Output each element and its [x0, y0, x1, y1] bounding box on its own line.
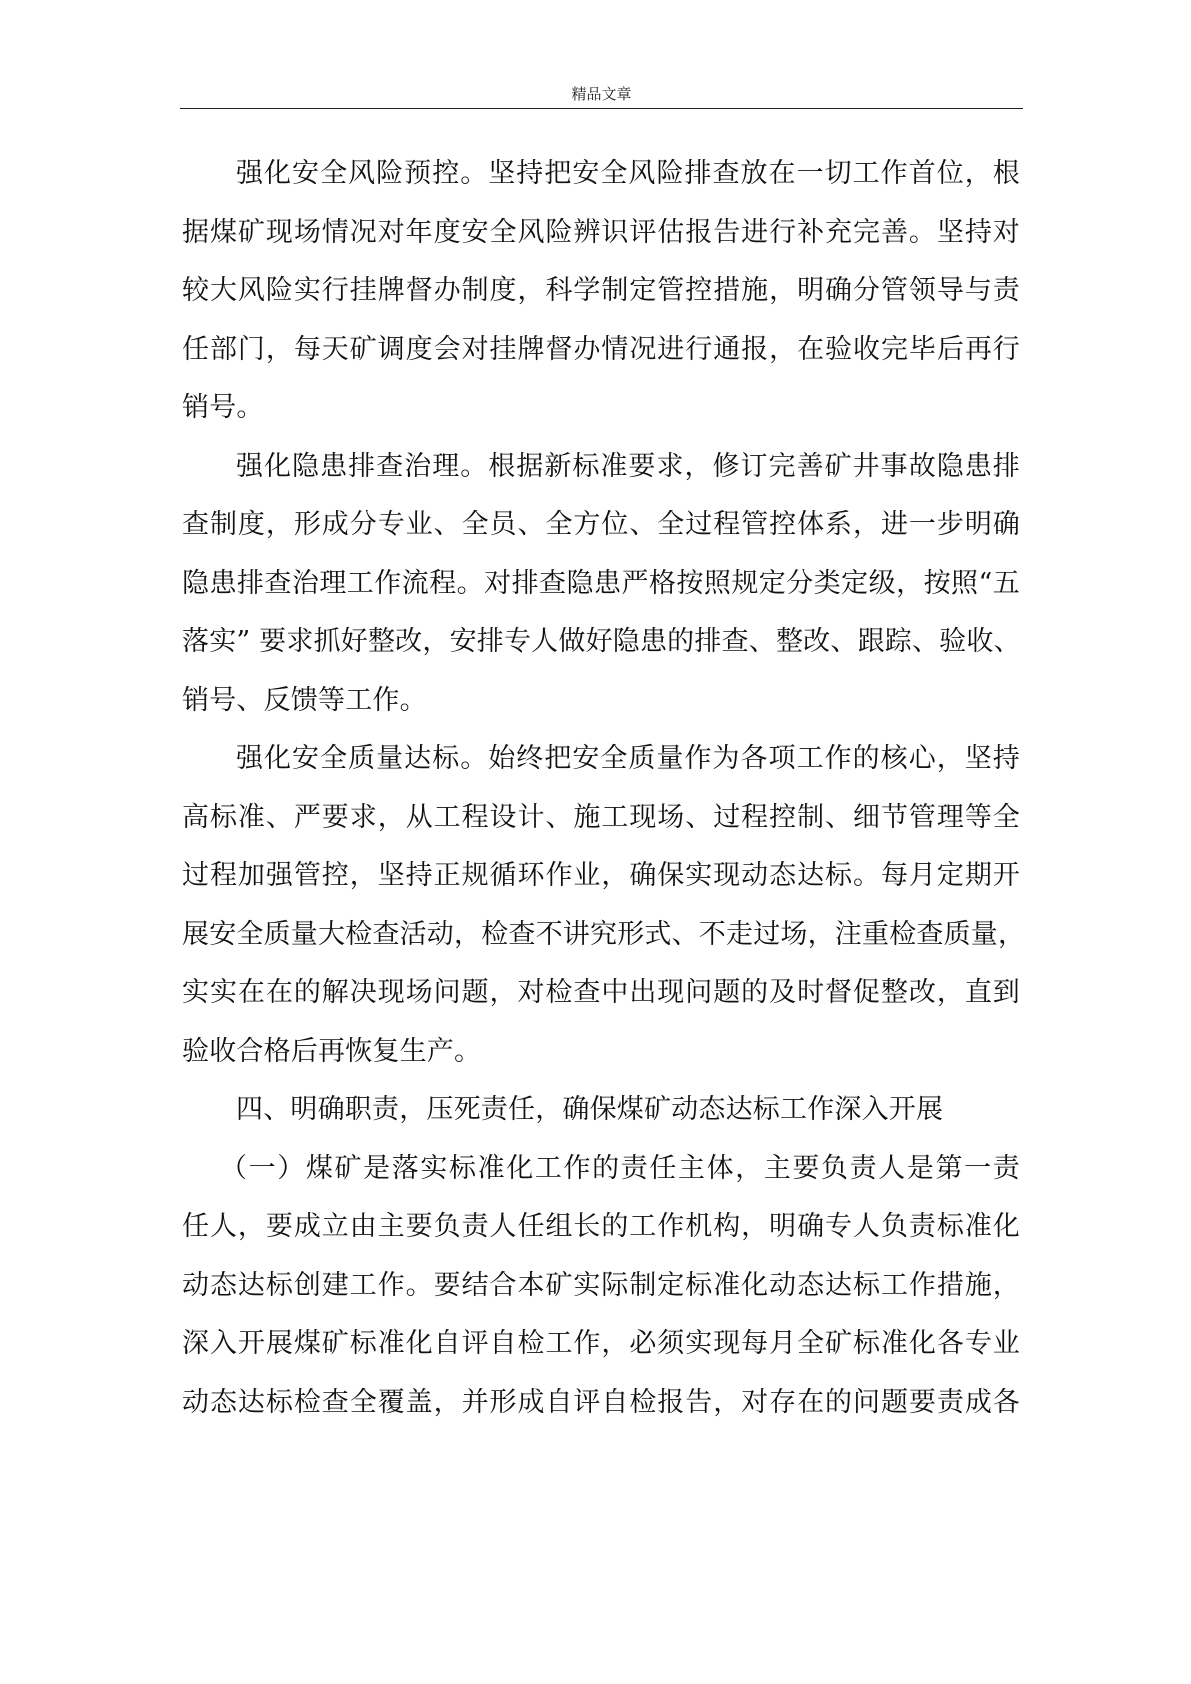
text-line: 深入开展煤矿标准化自评自检工作，必须实现每月全矿标准化各专业: [182, 1328, 1020, 1359]
text-line: 强化安全风险预控。坚持把安全风险排查放在一切工作首位，根: [236, 158, 1020, 189]
text-line: 任部门，每天矿调度会对挂牌督办情况进行通报，在验收完毕后再行: [182, 333, 1020, 365]
header-divider: [180, 108, 1023, 109]
document-body: [182, 145, 1026, 1432]
paragraph-risk-control: [182, 145, 1020, 438]
paragraph-responsibility: [182, 1140, 1020, 1433]
section-heading-four: [182, 1081, 1020, 1140]
text-line: 强化隐患排查治理。根据新标准要求，修订完善矿井事故隐患排: [236, 450, 1020, 482]
text-line: 强化安全质量达标。始终把安全质量作为各项工作的核心，坚持: [236, 743, 1020, 774]
text-line: 据煤矿现场情况对年度安全风险辨识评估报告进行补充完善。坚持对: [182, 216, 1020, 248]
text-line: 展安全质量大检查活动，检查不讲究形式、不走过场，注重检查质量，: [182, 918, 1026, 950]
text-line: 销号。: [182, 392, 264, 423]
text-line: 隐患排查治理工作流程。对排查隐患严格按照规定分类定级，按照“五: [182, 567, 1020, 599]
page-header-title: 精品文章: [571, 85, 632, 103]
text-line: 查制度，形成分专业、全员、全方位、全过程管控体系，进一步明确: [182, 509, 1020, 540]
text-line: 任人，要成立由主要负责人任组长的工作机构，明确专人负责标准化: [182, 1211, 1020, 1242]
text-line: 动态达标创建工作。要结合本矿实际制定标准化动态达标工作措施，: [182, 1269, 1020, 1301]
paragraph-quality-standard: [182, 730, 1026, 1081]
text-line: 动态达标检查全覆盖，并形成自评自检报告，对存在的问题要责成各: [182, 1386, 1020, 1418]
text-line: （一）煤矿是落实标准化工作的责任主体，主要负责人是第一责: [220, 1152, 1020, 1184]
text-line: 销号、反馈等工作。: [182, 684, 427, 716]
text-line: 较大风险实行挂牌督办制度，科学制定管控措施，明确分管领导与责: [182, 275, 1020, 306]
text-line: 实实在在的解决现场问题，对检查中出现问题的及时督促整改，直到: [182, 977, 1020, 1008]
section-heading: 四、明确职责，压死责任，确保煤矿动态达标工作深入开展: [236, 1094, 944, 1125]
text-line: 高标准、严要求，从工程设计、施工现场、过程控制、细节管理等全: [182, 801, 1020, 833]
paragraph-hazard-governance: [182, 438, 1020, 731]
text-line: 落实” 要求抓好整改，安排专人做好隐患的排查、整改、跟踪、验收、: [182, 626, 1021, 657]
text-line: 验收合格后再恢复生产。: [182, 1035, 482, 1067]
text-line: 过程加强管控，坚持正规循环作业，确保实现动态达标。每月定期开: [182, 860, 1020, 891]
